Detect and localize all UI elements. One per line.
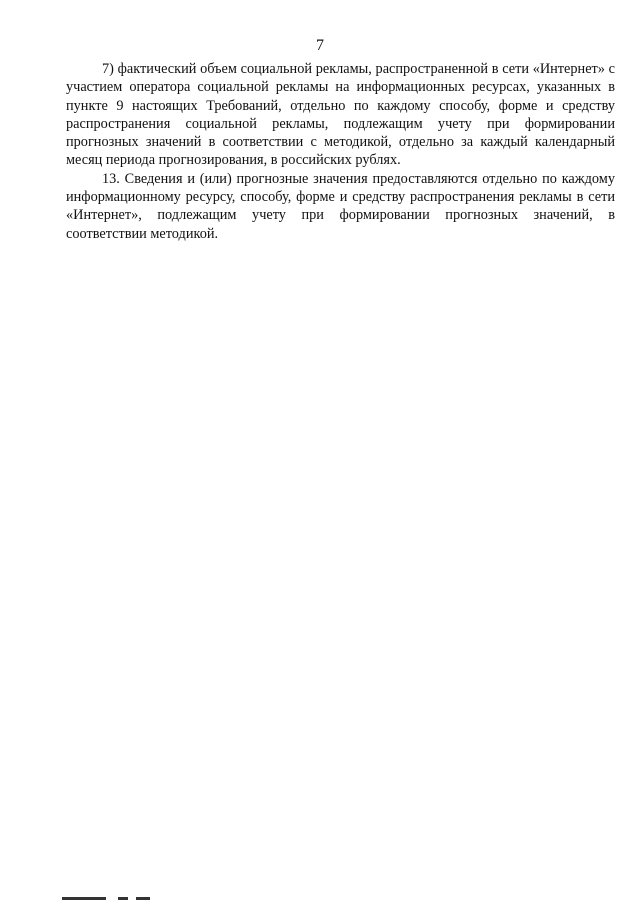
scan-mark xyxy=(118,897,128,900)
paragraph-section-13: 13. Сведения и (или) прогнозные значения предоставляются отдельно по каждому информационному ресурсу, способу, форме и средству распространения рекламы в сети «Интернет», подлежащим учету при формировании прогнозных значений, в соответствии методикой. xyxy=(66,170,615,242)
paragraph-item-7: 7) фактический объем социальной рекламы, распространенной в сети «Интернет» с участием оператора социальной рекламы на информационных ресурсах, указанных в пункте 9 настоящих Требований, отдельно по каждому способу, форме и средству распространения социальной рекламы, подлежащим учету при формировании прогнозных значений в соответствии с методикой, отдельно за каждый календарный месяц периода прогнозирования, в российских рублях. xyxy=(66,61,615,169)
scan-mark xyxy=(136,897,150,900)
scan-edge-marks xyxy=(62,897,202,901)
page-number: 7 xyxy=(316,37,324,54)
document-body xyxy=(66,60,615,243)
scan-mark xyxy=(62,897,106,900)
